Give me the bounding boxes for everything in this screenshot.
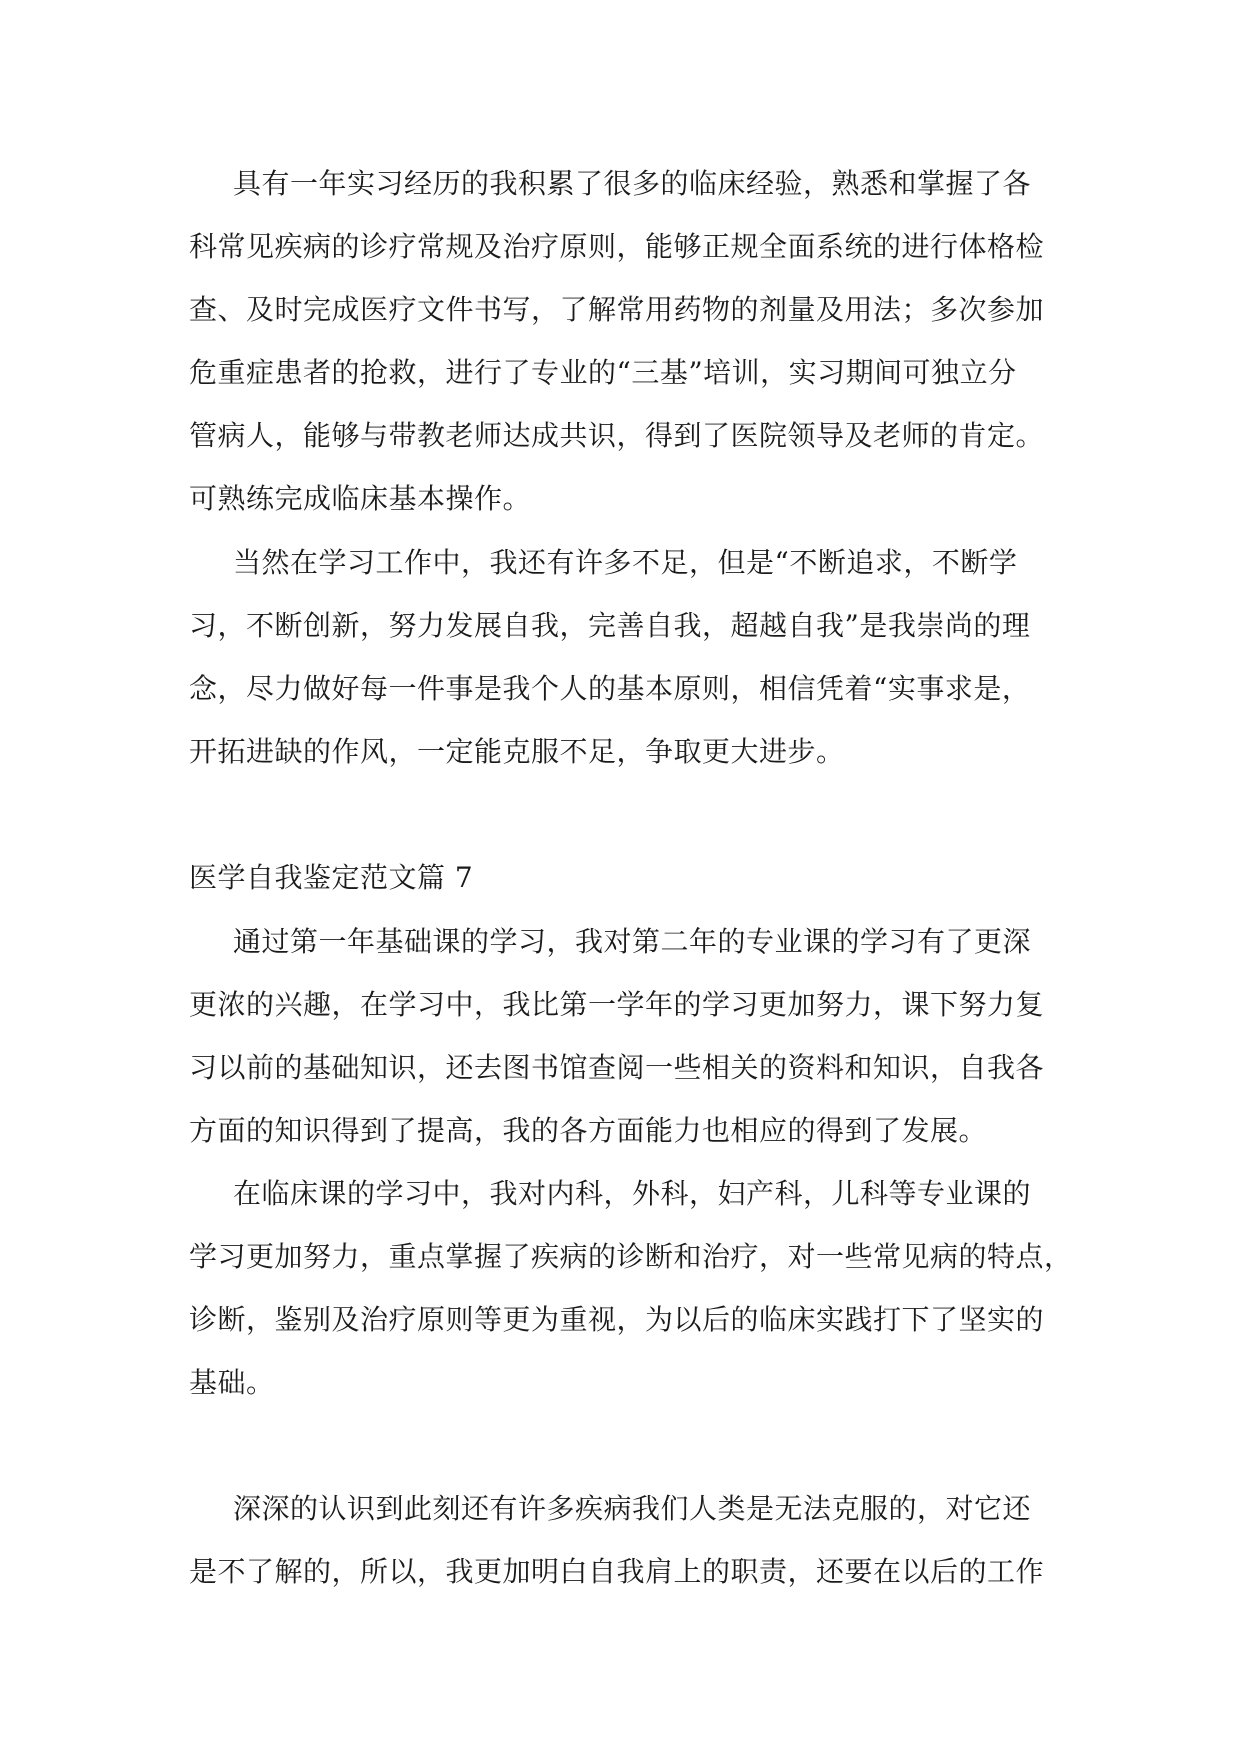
text-line: 基础。 <box>189 1366 275 1399</box>
section-heading <box>189 846 1059 909</box>
paragraph-basic-courses <box>189 910 1059 1162</box>
text-line: 当然在学习工作中，我还有许多不足，但是“不断追求，不断学 <box>233 546 1018 579</box>
text-line: 通过第一年基础课的学习，我对第二年的专业课的学习有了更深 <box>233 925 1032 958</box>
text-line: 学习更加努力，重点掌握了疾病的诊断和治疗，对一些常见病的特点， <box>189 1240 1073 1273</box>
text-line: 查、及时完成医疗文件书写，了解常用药物的剂量及用法；多次参加 <box>189 293 1045 326</box>
text-line: 诊断，鉴别及治疗原则等更为重视，为以后的临床实践打下了坚实的 <box>189 1303 1045 1336</box>
paragraph-clinical-courses <box>189 1162 1073 1414</box>
text-line: 在临床课的学习中，我对内科，外科，妇产科，儿科等专业课的 <box>233 1177 1032 1210</box>
text-line: 管病人，能够与带教老师达成共识，得到了医院领导及老师的肯定。 <box>189 419 1045 452</box>
text-line: 习，不断创新，努力发展自我，完善自我，超越自我”是我崇尚的理 <box>189 609 1031 642</box>
text-line: 可熟练完成临床基本操作。 <box>189 482 532 515</box>
text-line: 危重症患者的抢救，进行了专业的“三基”培训，实习期间可独立分 <box>189 356 1017 389</box>
text-line: 习以前的基础知识，还去图书馆查阅一些相关的资料和知识，自我各 <box>189 1051 1045 1084</box>
text-line: 深深的认识到此刻还有许多疾病我们人类是无法克服的，对它还 <box>233 1492 1032 1525</box>
text-line: 开拓进缺的作风，一定能克服不足，争取更大进步。 <box>189 735 845 768</box>
text-line: 更浓的兴趣，在学习中，我比第一学年的学习更加努力，课下努力复 <box>189 988 1045 1021</box>
text-line: 是不了解的，所以，我更加明白自我肩上的职责，还要在以后的工作 <box>189 1555 1045 1588</box>
section-heading-text: 医学自我鉴定范文篇 7 <box>189 861 474 894</box>
paragraph-responsibility <box>189 1477 1059 1603</box>
text-line: 科常见疾病的诊疗常规及治疗原则，能够正规全面系统的进行体格检 <box>189 230 1045 263</box>
text-line: 方面的知识得到了提高，我的各方面能力也相应的得到了发展。 <box>189 1114 988 1147</box>
text-line: 念，尽力做好每一件事是我个人的基本原则，相信凭着“实事求是， <box>189 672 1031 705</box>
paragraph-internship-experience <box>189 152 1059 530</box>
paragraph-shortcomings <box>189 531 1059 783</box>
text-line: 具有一年实习经历的我积累了很多的临床经验，熟悉和掌握了各 <box>233 167 1032 200</box>
